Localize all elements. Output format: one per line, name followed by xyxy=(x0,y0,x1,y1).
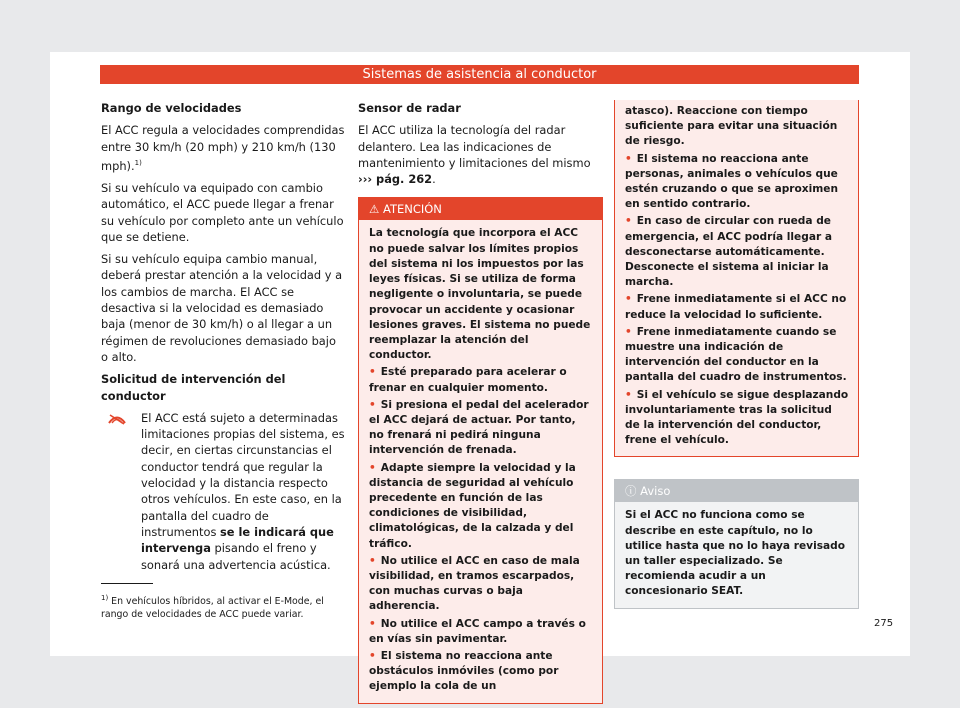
warning-bullet: • El sistema no reacciona ante obstáculos inmóviles (como por ejemplo la cola de un xyxy=(369,649,594,695)
note-body: Si el ACC no funciona como se describe en este capítulo, no lo utilice hasta que no lo haya revisado un taller especializado. Se recomienda acudir a un concesionario SEAT. xyxy=(615,502,858,607)
column-right xyxy=(614,100,859,609)
warning-triangle-icon: ⚠ xyxy=(369,202,383,217)
paragraph-automatic: Si su vehículo va equipado con cambio automático, el ACC puede llegar a frenar su vehículo por completo ante un vehículo que se detiene. xyxy=(101,180,344,244)
footnote-divider xyxy=(101,583,153,584)
warning-bullet: • Esté preparado para acelerar o frenar en cualquier momento. xyxy=(369,365,594,395)
warning-intro: La tecnología que incorpora el ACC no puede salvar los límites propios del sistema ni los impuestos por las leyes físicas. Si se utiliza de forma negligente o involuntaria, se puede provocar un accidente y ocasionar lesiones graves. El sistema no puede reemplazar la atención del conductor. xyxy=(369,227,591,362)
page-reference-link[interactable]: ››› pág. 262 xyxy=(358,172,433,187)
warning-bullet: • El sistema no reacciona ante personas, animales o vehículos que estén cruzando o que se aproximen en sentido contrario. xyxy=(625,152,850,213)
warning-continuation-intro: atasco). Reaccione con tiempo suficiente para evitar una situación de riesgo. xyxy=(625,105,838,148)
section-header: Sistemas de asistencia al conductor xyxy=(100,65,859,84)
footnote: $^{1)}$ En vehículos híbridos, al activar el E-Mode, el rango de velocidades de ACC puede variar. xyxy=(101,594,324,621)
footnote-ref: 1) xyxy=(134,158,142,167)
info-icon: ⓘ xyxy=(625,484,641,499)
note-title: ⓘ Aviso xyxy=(615,480,858,502)
paragraph-radar: El ACC utiliza la tecnología del radar delantero. Lea las indicaciones de mantenimiento y limitaciones del mismo ››› pág. 262. xyxy=(358,123,591,187)
warning-bullet: • No utilice el ACC en caso de mala visibilidad, en tramos escarpados, con muchas curvas o baja adherencia. xyxy=(369,554,594,615)
column-middle xyxy=(358,100,603,704)
warning-bullet: • Si el vehículo se sigue desplazando involuntariamente tras la solicitud de la intervención del conductor, frene el vehículo. xyxy=(625,388,850,449)
note-box xyxy=(614,479,859,608)
no-entry-icon xyxy=(106,412,128,426)
warning-title: ⚠ ATENCIÓN xyxy=(359,198,602,220)
warning-bullet: • Adapte siempre la velocidad y la distancia de seguridad al vehículo precedente en función de las condiciones de visibilidad, climatológicas, de la calzada y del tráfico. xyxy=(369,461,594,552)
warning-bullet: • Frene inmediatamente cuando se muestre una indicación de intervención del conductor en la pantalla del cuadro de instrumentos. xyxy=(625,325,850,386)
warning-bullet: • Si presiona el pedal del acelerador el ACC dejará de actuar. Por tanto, no frenará ni pedirá ninguna intervención de frenada. xyxy=(369,398,594,459)
heading-speed-range: Rango de velocidades xyxy=(101,101,242,115)
warning-box xyxy=(358,197,603,703)
warning-continuation xyxy=(614,100,859,457)
warning-bullet: • Frene inmediatamente si el ACC no reduce la velocidad lo suficiente. xyxy=(625,292,850,322)
warning-bullet: • No utilice el ACC campo a través o en vías sin pavimentar. xyxy=(369,617,594,647)
paragraph-speed-range: El ACC regula a velocidades comprendidas entre 30 km/h (20 mph) y 210 km/h (130 mph).$^{1)}$ xyxy=(101,123,345,173)
heading-radar-sensor: Sensor de radar xyxy=(358,101,461,115)
warning-bullet: • En caso de circular con rueda de emergencia, el ACC podría llegar a desconectarse automáticamente. Desconecte el sistema al iniciar la marcha. xyxy=(625,214,850,290)
paragraph-manual: Si su vehículo equipa cambio manual, deberá prestar atención a la velocidad y a los cambios de marcha. El ACC se desactiva si la velocidad es demasiado baja (menor de 30 km/h) o al llegar a un régimen de revoluciones demasiado bajo o alto. xyxy=(101,252,343,364)
intervention-block: El ACC está sujeto a determinadas limitaciones propias del sistema, es decir, en ciertas circunstancias el conductor tendrá que regular la velocidad y la distancia respecto otros vehículos. En este caso, en la pantalla del cuadro de instrumentos se le indicará que intervenga pisando el freno y sonará una advertencia acústica. xyxy=(101,410,346,573)
warning-body xyxy=(359,220,602,702)
page-number: 275 xyxy=(874,618,894,629)
heading-driver-intervention: Solicitud de intervención del conductor xyxy=(101,372,286,403)
column-left xyxy=(101,100,346,573)
